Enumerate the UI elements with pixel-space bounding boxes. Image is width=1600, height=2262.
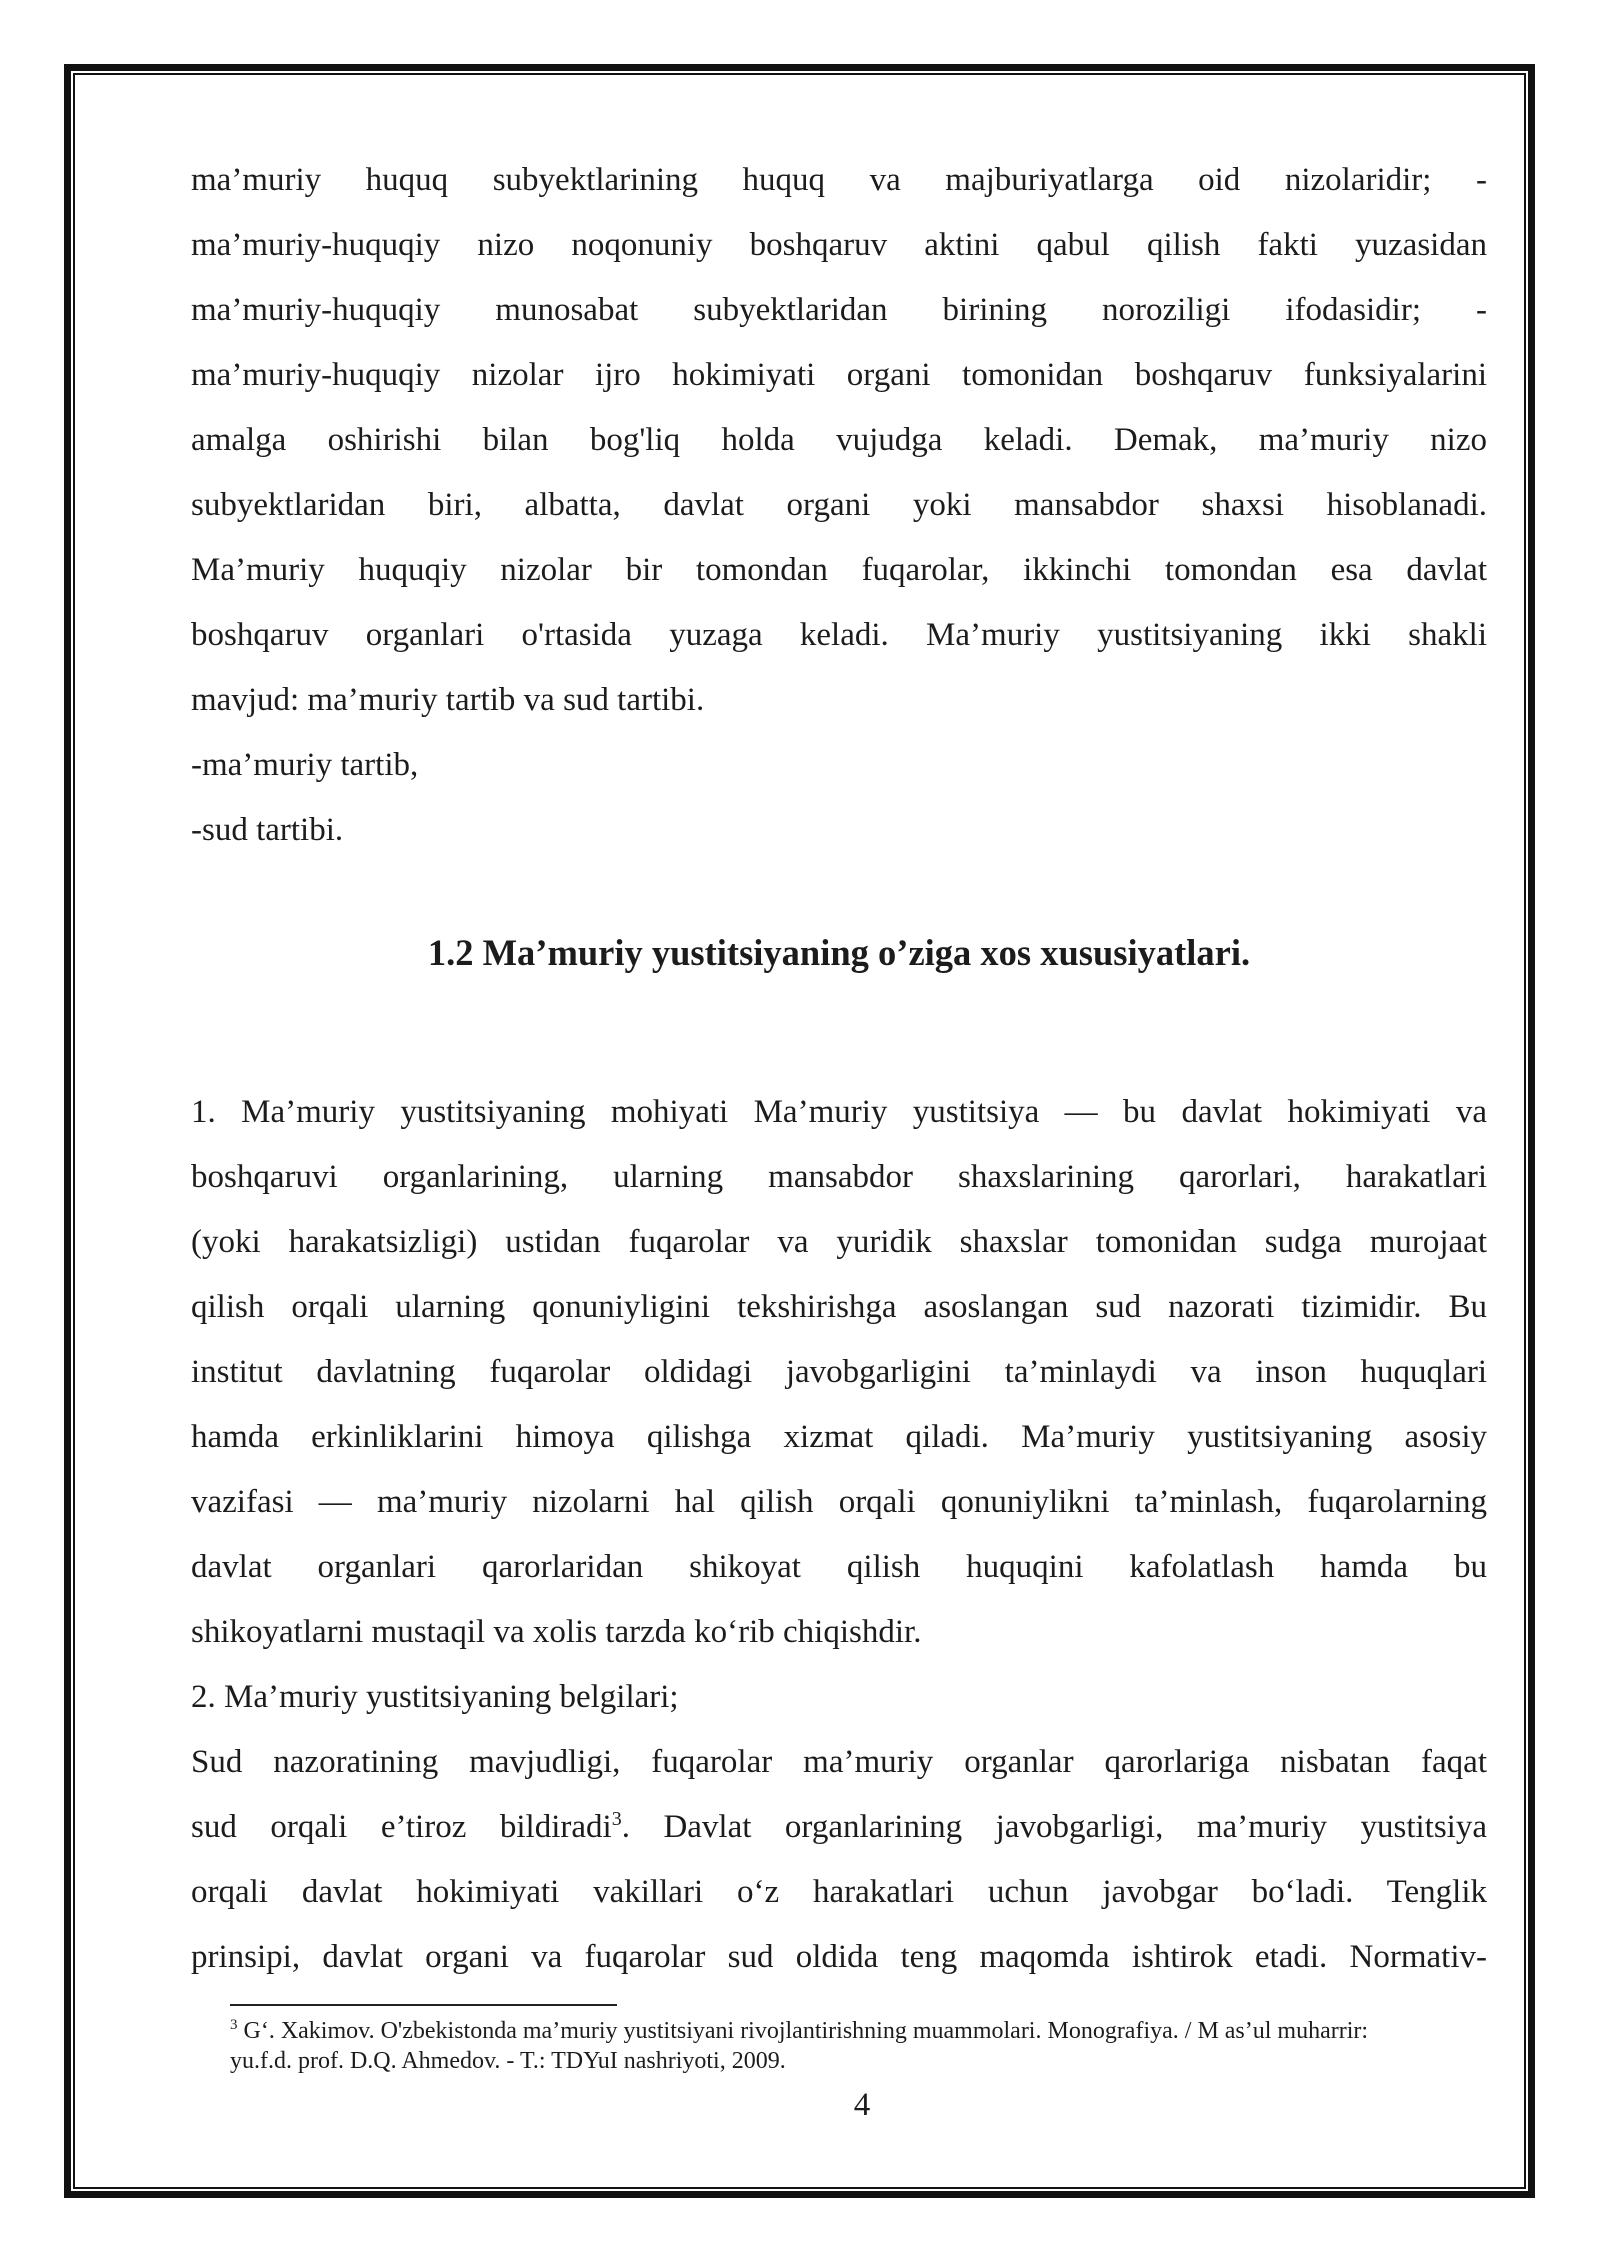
text-line: ma’muriy huquq subyektlarining huquq va majburiyatlarga oid nizolaridir; - <box>191 162 1487 198</box>
text-line: institut davlatning fuqarolar oldidagi javobgarligini ta’minlaydi va inson huquqlari <box>191 1354 1487 1390</box>
text-line: Sud nazoratining mavjudligi, fuqarolar ma’muriy organlar qarorlariga nisbatan faqat <box>191 1744 1487 1780</box>
footnote-separator <box>230 2004 617 2006</box>
text-line: mavjud: ma’muriy tartib va sud tartibi. <box>191 682 705 718</box>
text-segment: . Davlat organlarining javobgarligi, ma’muriy yustitsiya <box>621 1809 1487 1845</box>
footnote-text: G‘. Xakimov. O'zbekistonda ma’muriy yustitsiyani rivojlantirishning muammolari. Monografiya. / M as’ul muharrir: yu.f.d. prof. D.Q. Ahmedov. - T.: TDYuI nashriyoti, 2009. <box>230 2018 1369 2074</box>
text-line: 1. Ma’muriy yustitsiyaning mohiyati Ma’muriy yustitsiya — bu davlat hokimiyati va <box>191 1094 1487 1130</box>
text-line: hamda erkinliklarini himoya qilishga xizmat qiladi. Ma’muriy yustitsiyaning asosiy <box>191 1419 1487 1455</box>
list-item: -ma’muriy tartib, <box>191 747 419 783</box>
text-line: amalga oshirishi bilan bog'liq holda vujudga keladi. Demak, ma’muriy nizo <box>191 422 1487 458</box>
list-item: -sud tartibi. <box>191 812 344 848</box>
section-heading: 1.2 Ma’muriy yustitsiyaning o’ziga xos xususiyatlari. <box>427 932 1251 973</box>
text-line: shikoyatlarni mustaqil va xolis tarzda ko‘rib chiqishdir. <box>191 1614 922 1650</box>
footnote-marker: 3 <box>230 2017 238 2033</box>
text-line: qilish orqali ularning qonuniyligini tekshirishga asoslangan sud nazorati tizimidir. Bu <box>191 1289 1487 1325</box>
footnote-reference[interactable]: 3 <box>611 1808 622 1830</box>
list-item-heading: 2. Ma’muriy yustitsiyaning belgilari; <box>191 1679 679 1715</box>
text-line: ma’muriy-huquqiy nizo noqonuniy boshqaruv aktini qabul qilish fakti yuzasidan <box>191 227 1487 263</box>
text-line: boshqaruv organlari o'rtasida yuzaga keladi. Ma’muriy yustitsiyaning ikki shakli <box>191 617 1487 653</box>
page-number: 4 <box>853 2087 871 2123</box>
text-line: boshqaruvi organlarining, ularning mansabdor shaxslarining qarorlari, harakatlari <box>191 1159 1487 1195</box>
text-line-with-footnote-ref <box>191 1795 1487 1860</box>
footnote <box>230 2016 1410 2076</box>
text-line: davlat organlari qarorlaridan shikoyat qilish huquqini kafolatlash hamda bu <box>191 1549 1487 1585</box>
text-line: (yoki harakatsizligi) ustidan fuqarolar va yuridik shaxslar tomonidan sudga murojaat <box>191 1224 1487 1260</box>
paragraph-continuation <box>191 148 1487 863</box>
paragraph-essence <box>191 1080 1487 1990</box>
text-segment: sud orqali e’tiroz bildiradi <box>191 1809 612 1845</box>
text-line: vazifasi — ma’muriy nizolarni hal qilish orqali qonuniylikni ta’minlash, fuqarolarning <box>191 1484 1487 1520</box>
text-line: orqali davlat hokimiyati vakillari o‘z harakatlari uchun javobgar bo‘ladi. Tenglik <box>191 1874 1487 1910</box>
text-line: prinsipi, davlat organi va fuqarolar sud oldida teng maqomda ishtirok etadi. Normativ- <box>191 1939 1487 1975</box>
text-line: ma’muriy-huquqiy nizolar ijro hokimiyati organi tomonidan boshqaruv funksiyalarini <box>191 357 1487 393</box>
text-line: ma’muriy-huquqiy munosabat subyektlaridan birining noroziligi ifodasidir; - <box>191 292 1487 328</box>
text-line: subyektlaridan biri, albatta, davlat organi yoki mansabdor shaxsi hisoblanadi. <box>191 487 1487 523</box>
text-line: Ma’muriy huquqiy nizolar bir tomondan fuqarolar, ikkinchi tomondan esa davlat <box>191 552 1487 588</box>
